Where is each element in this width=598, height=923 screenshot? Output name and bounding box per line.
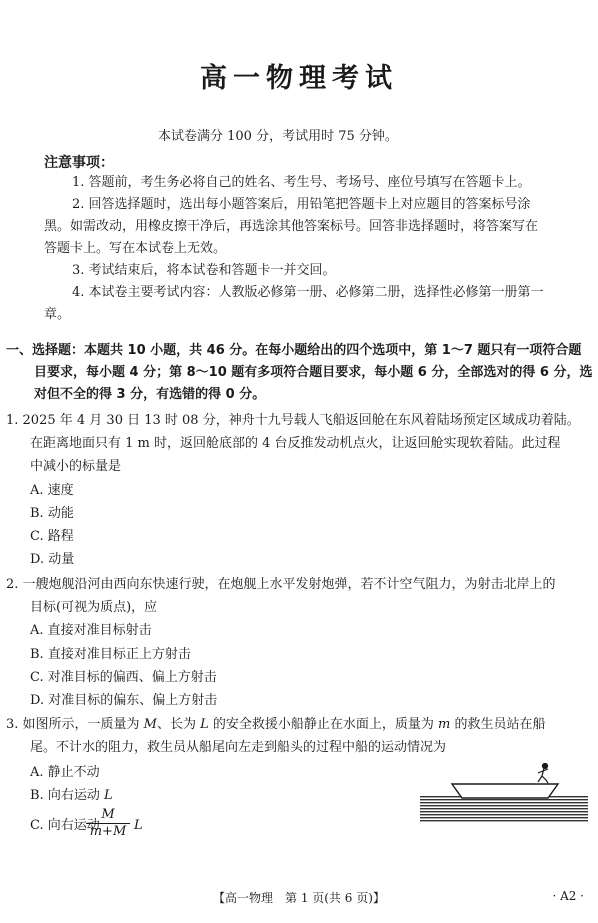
notice-line: 章。 — [44, 307, 71, 322]
notice-line: 3. 考试结束后，将本试卷和答题卡一并交回。 — [72, 263, 336, 278]
question-1-option-b: B. 动能 — [30, 506, 74, 521]
notice-line: 1. 答题前，考生务必将自己的姓名、考生号、考场号、座位号填写在答题卡上。 — [72, 175, 531, 190]
boat-icon — [452, 784, 558, 798]
boat-figure — [416, 760, 596, 824]
question-3-option-b — [30, 785, 113, 807]
var-L: L — [134, 818, 143, 833]
question-2-stem: 2. 一艘炮舰沿河由西向东快速行驶，在炮舰上水平发射炮弹，若不计空气阻力，为射击北岸上的 — [6, 577, 556, 592]
page-code: · A2 · — [552, 889, 584, 903]
question-3-stem: 尾。不计水的阻力，救生员从船尾向左走到船头的过程中船的运动情况为 — [30, 740, 447, 755]
question-1-option-a: A. 速度 — [30, 483, 74, 498]
notice-heading: 注意事项： — [44, 155, 114, 171]
question-1-stem: 在距离地面只有 1 m 时，返回舱底部的 4 台反推发动机点火，让返回舱实现软着陆。此过程 — [30, 436, 561, 451]
fraction — [84, 807, 132, 840]
var-m: m — [438, 717, 451, 732]
question-2-option-c: C. 对准目标的偏西、偏上方射击 — [30, 670, 217, 685]
question-3-option-c-text: C. 向右运动 — [30, 818, 100, 833]
var-L: L — [103, 788, 113, 803]
fraction-denominator: m+M — [89, 824, 127, 839]
question-2-option-d: D. 对准目标的偏东、偏上方射击 — [30, 693, 218, 708]
var-M: M — [143, 717, 157, 732]
question-1-stem: 1. 2025 年 4 月 30 日 13 时 08 分，神舟十九号载人飞船返回舱在东风着陆场预定区域成功着陆。 — [6, 413, 580, 428]
question-2-option-a: A. 直接对准目标射击 — [30, 623, 152, 638]
page-title: 高一物理考试 — [200, 63, 398, 94]
option-text: B. 向右运动 — [30, 788, 104, 803]
notice-line: 4. 本试卷主要考试内容：人教版必修第一册、必修第二册，选择性必修第一册第一 — [72, 285, 544, 300]
water-icon — [420, 796, 588, 822]
question-1-option-c: C. 路程 — [30, 529, 74, 544]
question-1-option-d: D. 动量 — [30, 552, 75, 567]
question-2-stem: 目标(可视为质点)，应 — [30, 600, 158, 615]
question-2-option-b: B. 直接对准目标正上方射击 — [30, 647, 191, 662]
question-3-stem — [6, 714, 546, 736]
page-footer: 【高一物理 第 1 页(共 6 页)】 — [213, 891, 385, 905]
exam-intro: 本试卷满分 100 分，考试用时 75 分钟。 — [158, 129, 398, 144]
section-heading-line: 对但不全的得 3 分，有选错的得 0 分。 — [34, 387, 266, 402]
rescuer-icon — [538, 764, 548, 784]
notice-line: 黑。如需改动，用橡皮擦干净后，再选涂其他答案标号。回答非选择题时，将答案写在 — [44, 219, 539, 234]
fraction-numerator: M — [101, 807, 115, 822]
notice-line: 答题卡上。写在本试卷上无效。 — [44, 241, 227, 256]
stem-text: 的安全救援小船静止在水面上，质量为 — [208, 717, 439, 732]
stem-text: 3. 如图所示，一质量为 — [6, 717, 144, 732]
section-heading: 一、选择题：本题共 10 小题，共 46 分。在每小题给出的四个选项中，第 1～7 题只有一项符合题 — [6, 343, 582, 358]
stem-text: 、长为 — [156, 717, 201, 732]
section-heading-line: 目要求，每小题 4 分；第 8～10 题有多项符合题目要求，每小题 6 分，全部选对的得 6 分，选 — [34, 365, 593, 380]
question-1-stem: 中减小的标量是 — [30, 459, 122, 474]
var-L: L — [200, 717, 209, 732]
notice-line: 2. 回答选择题时，选出每小题答案后，用铅笔把答题卡上对应题目的答案标号涂 — [72, 197, 531, 212]
stem-text: 的救生员站在船 — [450, 717, 546, 732]
question-3-option-a: A. 静止不动 — [30, 765, 100, 780]
